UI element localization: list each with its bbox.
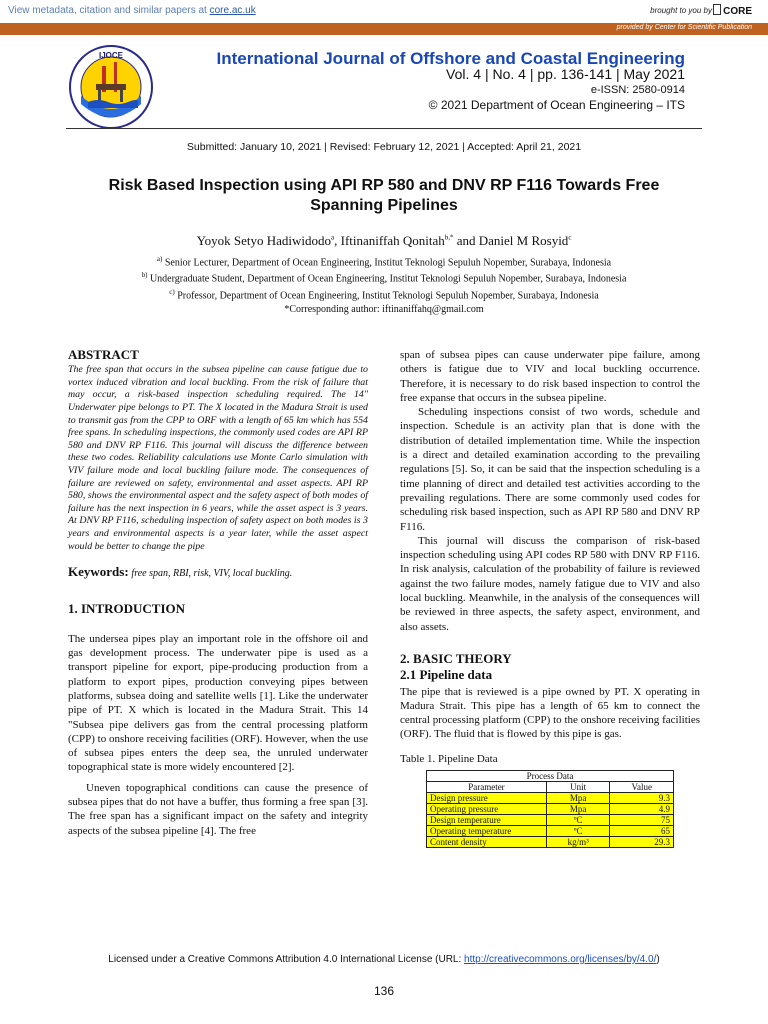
core-brought-text: brought to you by — [650, 6, 712, 15]
svg-text:IJOCE: IJOCE — [98, 51, 124, 60]
table-header: Value — [610, 782, 674, 793]
table-row: Operating temperature ºC 65 — [427, 826, 674, 837]
abstract-text: The free span that occurs in the subsea pipeline can cause fatigue due to vortex induced vibration and local buckling. From the risk of failure that may occur, a risk-based inspection scheduling required. The 14" Underwater pipe belongs to PT. The X located in the Madura Strait is used to transmit gas from the CPP to ORF with a length of 65 km which has 554 free spans. In scheduling inspections, the commonly used codes are API RP 580 and DNV RP F116. This journal will discuss the difference between these two codes. Reliability calculations use Monte Carlo simulation with VIV failure mode and local buckling failure mode. The consequences of failure are reviewed on safety, environmental and asset aspects. API RP 580, shows the environmental aspect and the safety aspect of both modes of failure has the next inspection in 6 years, while the asset aspect is 3 years. At DNV RP F116, scheduling inspection of safety aspect on both modes is 3 years and environmental aspects is a year later, while the asset aspect would be better to change the pipe — [68, 364, 368, 552]
authors: Yoyok Setyo Hadiwidodo$^a$, Iftinaniffah Qonitah$^{b,*}$ and Daniel M Rosyid$^c$ — [196, 233, 572, 248]
theory-heading: 2. BASIC THEORY — [400, 650, 512, 666]
copyright: © 2021 Department of Ocean Engineering – ITS — [428, 98, 685, 112]
pipeline-data-paragraph: The pipe that is reviewed is a pipe owned by PT. X operating in Madura Strait. This pipe has a length of 65 km to connect the central processing platform (CPP) to the onshore receiving facilities (ORF). The fluid that is flowed by this pipe is gas. — [400, 685, 700, 741]
paper-title — [70, 176, 698, 216]
core-metadata-link[interactable] — [8, 5, 256, 16]
right-paragraph-3: This journal will discuss the comparison of risk-based inspection scheduling using API codes RP 580 with DNV RP F116. In risk analysis, calculation of the probability of failure is reviewed against the two failure modes, namely fatigue due to VIV and also local buckling. Meanwhile, in the analysis of the consequences will be reviewed in three aspects, the safety aspect, environment, and also assets. — [400, 534, 700, 633]
intro-heading: 1. INTRODUCTION — [68, 600, 186, 616]
license-notice: Licensed under a Creative Commons Attribution 4.0 International License (URL: http://creativecommons.org/licenses/by/4.0/) — [108, 954, 660, 965]
license-link[interactable]: http://creativecommons.org/licenses/by/4.0/ — [464, 954, 657, 965]
title-line-2: Spanning Pipelines — [310, 197, 458, 214]
left-column — [68, 348, 368, 838]
right-paragraph-2: Scheduling inspections consist of two words, schedule and inspection. Schedule is an activity plan that is done with the distribution of detailed implementation time. While the inspection is a direct and detailed examination according to the prevailing regulations [5]. So, it can be said that the inspection scheduling is a time planning of direct and detailed test activities according to the prevailing regulations. There are some commonly used codes for scheduling risk based inspection, such as API RP 580 and DNV RP F116. — [400, 406, 700, 533]
volume-info: Vol. 4 | No. 4 | pp. 136-141 | May 2021 — [446, 66, 685, 82]
page-number: 136 — [373, 984, 395, 998]
submission-dates: Submitted: January 10, 2021 | Revised: February 12, 2021 | Accepted: April 21, 2021 — [186, 141, 582, 153]
keywords: Keywords: free span, RBI, risk, VIV, local buckling. — [68, 564, 293, 580]
core-logo-icon — [713, 4, 721, 15]
intro-paragraph-1: The undersea pipes play an important role in the offshore oil and gas development process. The underwater pipe is used as a transport pipeline for export, pipe-producing production from a platform to export pipes, production conveying pipes between platforms, subsea doing and satellite wells [1]. Like the underwater pipe of PT. X which is located in the Madura Strait. This 14 "Subsea pipe delivers gas from the central processing platform (CPP) to onshore receiving facilities (ORF). However, when the use of subsea pipes enters the deep sea, the unruled underwater topographical state is more widely encountered [2]. — [68, 632, 368, 774]
affiliation-a: $^{a)}$ Senior Lecturer, Department of Ocean Engineering, Institut Teknologi Sepuluh Nopember, Surabaya, Indonesia — [156, 255, 612, 269]
table-row: Design pressure Mpa 9.3 — [427, 793, 674, 804]
core-provided-text: provided by Center for Scientific Publication — [616, 24, 752, 31]
intro-paragraph-2: Uneven topographical conditions can cause the presence of subsea pipes that do not have a buffer, thus forming a free span [3]. The free span has a significant impact on the safety and integrity aspects of the subsea pipeline [4]. The free — [68, 781, 368, 837]
table-row: Design temperature ºC 75 — [427, 815, 674, 826]
header-divider — [66, 128, 702, 129]
journal-logo-icon — [68, 44, 154, 130]
core-logo[interactable]: CORE — [713, 4, 752, 17]
affiliation-b: $^{b)}$ Undergraduate Student, Department of Ocean Engineering, Institut Teknologi Sepuluh Nopember, Surabaya, Indonesia — [141, 271, 627, 285]
table-row: Operating pressure Mpa 4.9 — [427, 804, 674, 815]
journal-logo — [68, 44, 154, 130]
table-caption: Table 1. Pipeline Data — [400, 752, 498, 765]
abstract-heading: ABSTRACT — [68, 347, 139, 362]
core-link-url[interactable]: core.ac.uk — [209, 5, 256, 16]
table-header: Parameter — [427, 782, 547, 793]
right-paragraph-1: span of subsea pipes can cause underwater pipe failure, among others is fatigue due to VIV and local buckling occurrence. Therefore, it is necessary to do risk based inspection to control the free expanse that occurs in the subsea pipeline. — [400, 349, 700, 404]
journal-title: International Journal of Offshore and Coastal Engineering — [216, 49, 685, 68]
table-row: Content density kg/m³ 29.3 — [427, 837, 674, 848]
core-link-prefix: View metadata, citation and similar papers at — [8, 5, 207, 16]
right-column — [400, 348, 700, 848]
title-line-1: Risk Based Inspection using API RP 580 and DNV RP F116 Towards Free — [108, 177, 660, 194]
table-header: Unit — [546, 782, 610, 793]
pipeline-data-heading: 2.1 Pipeline data — [400, 667, 493, 683]
table-title: Process Data — [427, 771, 674, 782]
corresponding-author: *Corresponding author: iftinaniffahq@gmail.com — [284, 304, 484, 315]
issn: e-ISSN: 2580-0914 — [590, 84, 685, 96]
pipeline-data-table — [426, 770, 674, 848]
affiliation-c: $^{c)}$ Professor, Department of Ocean Engineering, Institut Teknologi Sepuluh Nopember, Surabaya, Indonesia — [169, 288, 599, 302]
